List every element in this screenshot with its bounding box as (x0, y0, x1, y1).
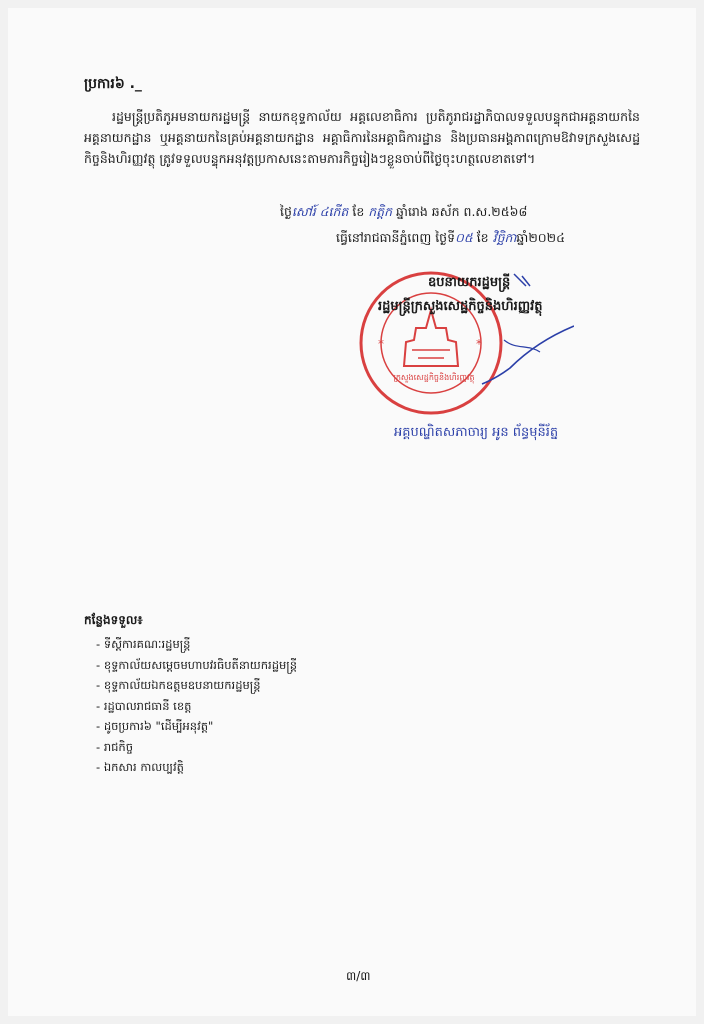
document-page (8, 8, 696, 1016)
article-body: រដ្ឋមន្ត្រីប្រតិភូអមនាយករដ្ឋមន្ត្រី នាយកខុទ្ទកាល័យ អគ្គលេខាធិការ ប្រតិភូរាជរដ្ឋាភិបាលទទួលបន្ទុកជាអគ្គនាយកនៃអគ្គនាយកដ្ឋាន ឬអគ្គនាយកនៃគ្រប់អគ្គនាយកដ្ឋាន អគ្គាធិការនៃអគ្គាធិការដ្ឋាន និងប្រធានអង្គភាពក្រោមឱវាទក្រសួងសេដ្ឋកិច្ចនិងហិរញ្ញវត្ថុ ត្រូវទទួលបន្ទុកអនុវត្តប្រកាសនេះតាមភារកិច្ចរៀងៗខ្លួនចាប់ពីថ្ងៃចុះហត្ថលេខាតទៅ។ (84, 109, 640, 166)
solar-date-prefix: ធ្វើនៅរាជធានីភ្នំពេញ ថ្ងៃទី (336, 230, 456, 245)
handwritten-signature (454, 270, 574, 390)
solar-year-text: ឆ្នាំ២០២៤ (516, 230, 565, 245)
solar-month-label: ខែ (476, 230, 489, 245)
list-item: - ដូចប្រការ៦ "ដើម្បីអនុវត្ត" (96, 716, 297, 737)
list-item: - ខុទ្ទកាល័យសម្តេចមហាបវរធិបតីនាយករដ្ឋមន្ត្រី (96, 655, 297, 676)
lunar-year-text: ឆ្នាំរោង ឆស័ក ព.ស.២៥៦៨ (396, 204, 528, 219)
solar-day-handwritten: ០៥ (455, 230, 473, 245)
page-number: ៣/៣ (346, 969, 371, 983)
signatory-name: អគ្គបណ្ឌិតសភាចារ្យ អូន ព័ន្ធមុនីរ័ត្ន (394, 425, 559, 440)
lunar-month-handwritten: កត្ដិក (368, 204, 393, 219)
svg-text:*: * (378, 337, 384, 351)
lunar-month-label: ខែ (352, 204, 365, 219)
list-item: - ឯកសារ កាលប្បវត្តិ (96, 757, 297, 778)
lunar-date-prefix: ថ្ងៃ (280, 204, 292, 219)
list-item: - ខុទ្ទកាល័យឯកឧត្តមឧបនាយករដ្ឋមន្ត្រី (96, 675, 297, 696)
svg-text:*: * (476, 337, 482, 351)
lunar-day-handwritten: សៅរ៍ ៤កើត (291, 204, 349, 219)
recipients-list (96, 634, 297, 778)
solar-date-line (336, 230, 565, 249)
solar-month-handwritten: វិច្ឆិកា (492, 230, 517, 245)
article-heading: ប្រការ៦ ._ (84, 76, 142, 92)
signatory-title-deputy-pm: ឧបនាយករដ្ឋមន្ត្រី (428, 275, 511, 290)
signatory-title-minister: រដ្ឋមន្ត្រីក្រសួងសេដ្ឋកិច្ចនិងហិរញ្ញវត្ថុ (378, 299, 543, 314)
recipients-heading: កន្លែងទទួល៖ (84, 613, 143, 627)
seal-text: ក្រសួងសេដ្ឋកិច្ចនិងហិរញ្ញវត្ថុ (393, 373, 475, 382)
list-item: - រដ្ឋបាលរាជធានី ខេត្ត (96, 696, 297, 717)
lunar-date-line (280, 204, 527, 223)
list-item: - រាជកិច្ច (96, 737, 297, 758)
list-item: - ទីស្តីការគណៈរដ្ឋមន្ត្រី (96, 634, 297, 655)
